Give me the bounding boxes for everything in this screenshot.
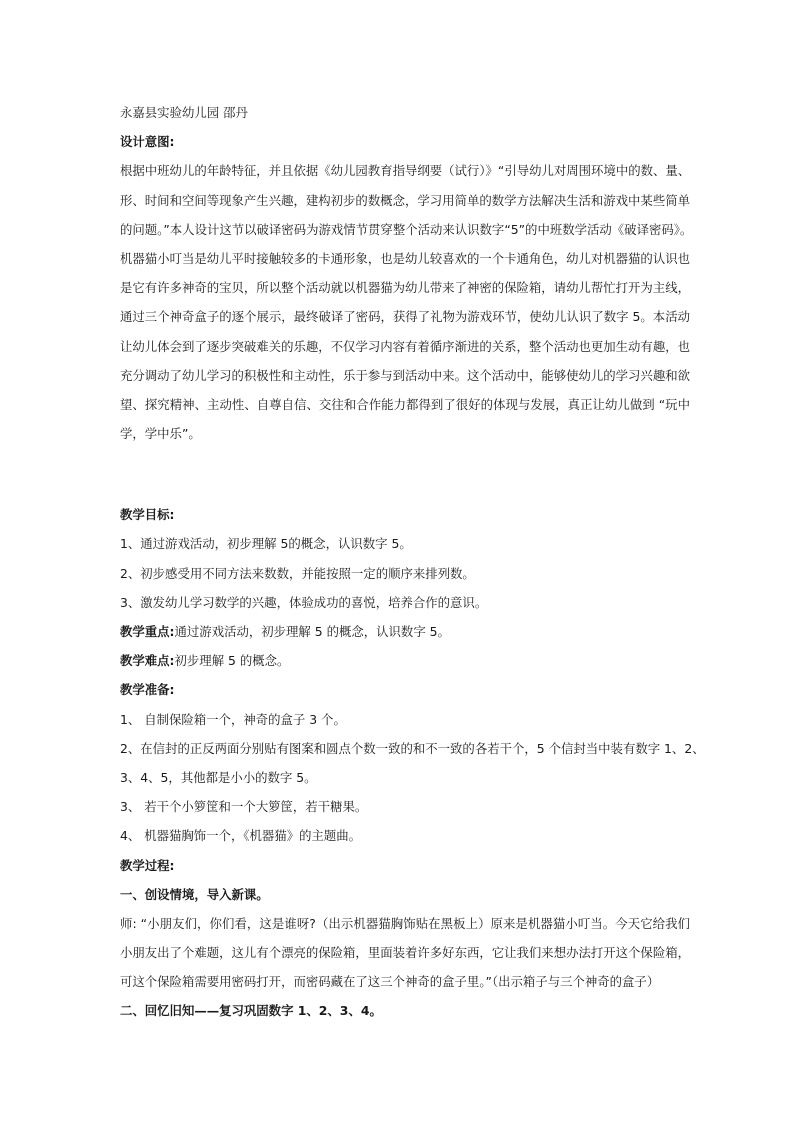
key-point-label: 教学重点:	[120, 624, 175, 639]
preparation-item: 1、 自制保险箱一个，神奇的盒子 3 个。	[120, 711, 346, 727]
process-heading: 教学过程:	[120, 857, 175, 873]
objective-item: 3、激发幼儿学习数学的兴趣，体验成功的喜悦，培养合作的意识。	[120, 594, 488, 610]
key-point-line	[120, 617, 690, 646]
difficulty-line	[120, 646, 690, 675]
step-one-title: 一、创设情境，导入新课。	[120, 886, 269, 902]
paragraph-line: 是它有许多神奇的宝贝，所以整个活动就以机器猫为幼儿带来了神密的保险箱，请幼儿帮忙打开为主线，	[120, 280, 690, 296]
difficulty-text: 初步理解 5 的概念。	[174, 653, 290, 669]
blank-space	[120, 448, 690, 500]
paragraph-line: 通过三个神奇盒子的逐个展示，最终破译了密码，获得了礼物为游戏环节，使幼儿认识了数字 5。本活动	[120, 309, 690, 325]
design-intent-paragraph	[120, 156, 693, 448]
preparation-item: 3、4、5，其他都是小小的数字 5。	[120, 769, 317, 785]
difficulty-label: 教学难点:	[120, 653, 175, 669]
step-one-line: 师: “小朋友们，你们看，这是谁呀?（出示机器猫胸饰贴在黑板上）原来是机器猫小叮当。今天它给我们	[120, 915, 690, 931]
document-page	[120, 98, 705, 1026]
preparation-heading: 教学准备:	[120, 682, 175, 698]
author-line: 永嘉县实验幼儿园 邵丹	[120, 105, 248, 120]
paragraph-line: 形、时间和空间等现象产生兴趣，建构初步的数概念，学习用简单的数学方法解决生活和游戏中某些简单	[120, 192, 690, 208]
objective-item: 2、初步感受用不同方法来数数，并能按照一定的顺序来排列数。	[120, 565, 475, 581]
key-point-text: 通过游戏活动，初步理解 5 的概念，认识数字 5。	[174, 624, 450, 639]
preparation-item: 2、在信封的正反两面分别贴有图案和圆点个数一致的和不一致的各若干个，5 个信封当中装有数字 1、2、	[120, 740, 705, 756]
design-intent-heading: 设计意图:	[120, 134, 175, 150]
step-one-line: 可这个保险箱需要用密码打开，而密码藏在了这三个神奇的盒子里。”（出示箱子与三个神奇的盒子）	[120, 974, 660, 990]
step-one-line: 小朋友出了个难题，这儿有个漂亮的保险箱，里面装着许多好东西，它让我们来想办法打开这个保险箱，	[120, 945, 690, 961]
paragraph-line: 的问题。”本人设计这节以破译密码为游戏情节贯穿整个活动来认识数字“5”的中班数学活动《破译密码》。	[120, 221, 693, 237]
preparation-item: 4、 机器猫胸饰一个，《机器猫》的主题曲。	[120, 828, 362, 844]
objective-item: 1、通过游戏活动，初步理解 5的概念，认识数字 5。	[120, 536, 412, 552]
step-two-title: 二、回忆旧知——复习巩固数字 1、2、3、4。	[120, 1003, 382, 1019]
paragraph-line: 学，学中乐”。	[120, 426, 201, 442]
paragraph-line: 充分调动了幼儿学习的积极性和主动性，乐于参与到活动中来。这个活动中，能够使幼儿的学习兴趣和欲	[120, 367, 690, 383]
objectives-heading: 教学目标:	[120, 507, 175, 523]
paragraph-line: 望、探究精神、主动性、自尊自信、交往和合作能力都得到了很好的体现与发展，真正让幼儿做到 “玩中	[120, 396, 690, 412]
paragraph-line: 根据中班幼儿的年龄特征，并且依据《幼儿园教育指导纲要（试行）》“引导幼儿对周围环境中的数、量、	[120, 163, 691, 179]
paragraph-line: 机器猫小叮当是幼儿平时接触较多的卡通形象，也是幼儿较喜欢的一个卡通角色，幼儿对机器猫的认识也	[120, 250, 690, 266]
paragraph-line: 让幼儿体会到了逐步突破难关的乐趣，不仅学习内容有着循序渐进的关系，整个活动也更加生动有趣，也	[120, 338, 690, 354]
preparation-item: 3、 若干个小箩筐和一个大箩筐，若干糖果。	[120, 799, 368, 815]
